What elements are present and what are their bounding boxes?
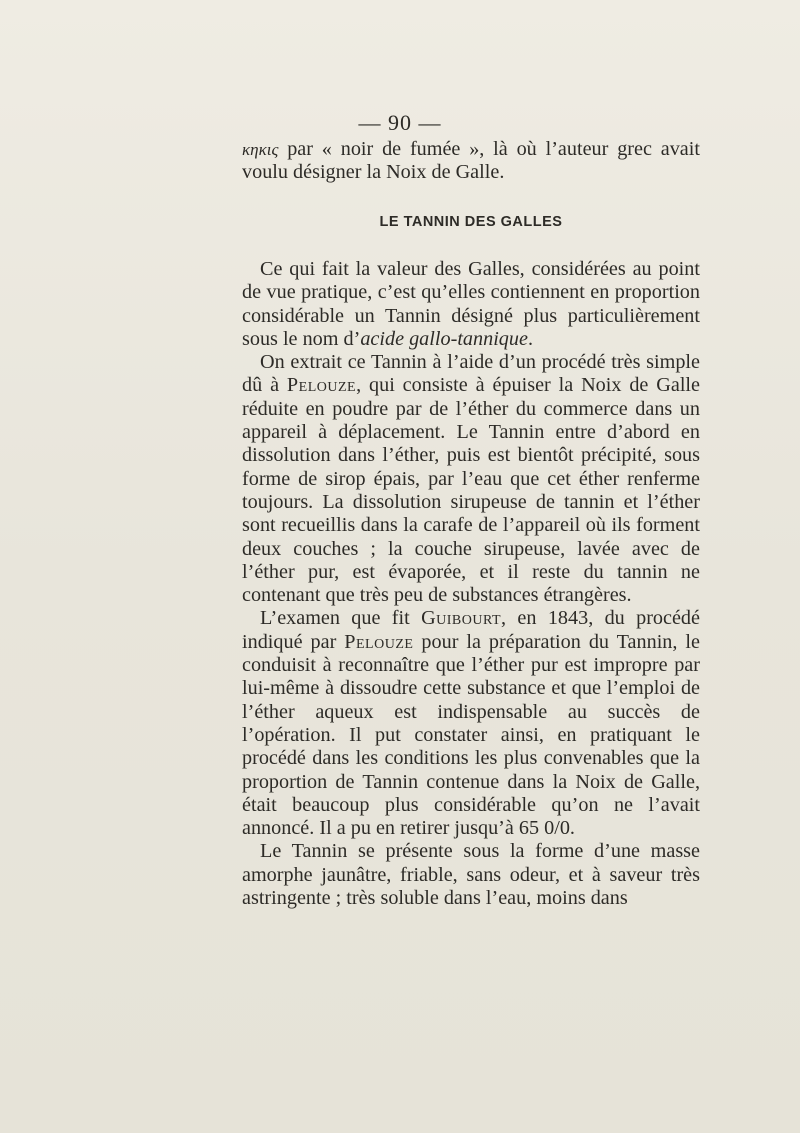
paragraph-1-text: Ce qui fait la valeur des Galles, considérées au point de vue pratique, c’est qu’elles contiennent en proportion considérable un Tannin désigné plus particulièrement sous le nom d’: [242, 258, 700, 350]
author-name: Pelouze: [344, 630, 414, 653]
page-number: — 90 —: [358, 110, 442, 135]
intro-text: par « noir de fumée », là où l’auteur grec avait voulu désigner la Noix de Galle.: [242, 138, 700, 184]
section-title: LE TANNIN DES GALLES: [379, 214, 563, 230]
intro-paragraph: [242, 138, 700, 185]
paragraph-1: [242, 258, 700, 351]
paragraph-3: [242, 607, 700, 840]
paragraph-2-end: , qui consiste à épuiser la Noix de Galle réduite en poudre par de l’éther du commerce dans un appareil à déplacement. Le Tannin entre d’abord en dissolution dans l’éther, puis est bientôt précipité, sous forme de sirop épais, par l’eau que cet éther renferme toujours. La dissolution sirupeuse de tannin et l’éther sont recueillis dans la carafe de l’appareil où ils forment deux couches ; la couche sirupeuse, lavée avec de l’éther pur, est évaporée, et il reste du tannin ne contenant que très peu de substances étrangères.: [242, 374, 700, 607]
intro-continuation: [242, 138, 700, 185]
paragraph-2-text: On extrait ce Tannin à l’aide d’un procédé très simple dû à: [242, 351, 700, 397]
paragraph-3-text: L’examen que fit: [260, 607, 422, 630]
paragraph-4: Le Tannin se présente sous la forme d’une masse amorphe jaunâtre, friable, sans odeur, et à saveur très astringente ; très soluble dans l’eau, moins dans: [242, 840, 700, 910]
author-name: Pelouze: [286, 374, 357, 397]
paragraph-1-emphasis: acide gallo-tannique: [360, 327, 528, 350]
author-name: Guibourt: [421, 607, 502, 630]
paragraph-3-middle: , en 1843, du procédé indiqué par: [242, 607, 700, 653]
paragraph-3-end: pour la préparation du Tannin, le conduisit à reconnaître que l’éther pur est impropre par lui-même à dissoudre cette substance et que l’emploi de l’éther aqueux est indispensable au succès de l’opération. Il put constater ainsi, en pratiquant le procédé dans les conditions les plus convenables que la proportion de Tannin contenue dans la Noix de Galle, était beaucoup plus considérable qu’on ne l’avait annoncé. Il a pu en retirer jusqu’à 65 0/0.: [242, 630, 700, 840]
paragraph-2: [242, 351, 700, 607]
paragraph-1-end: .: [527, 327, 534, 350]
body-text: [242, 258, 700, 910]
greek-word: κηκις: [242, 140, 279, 159]
